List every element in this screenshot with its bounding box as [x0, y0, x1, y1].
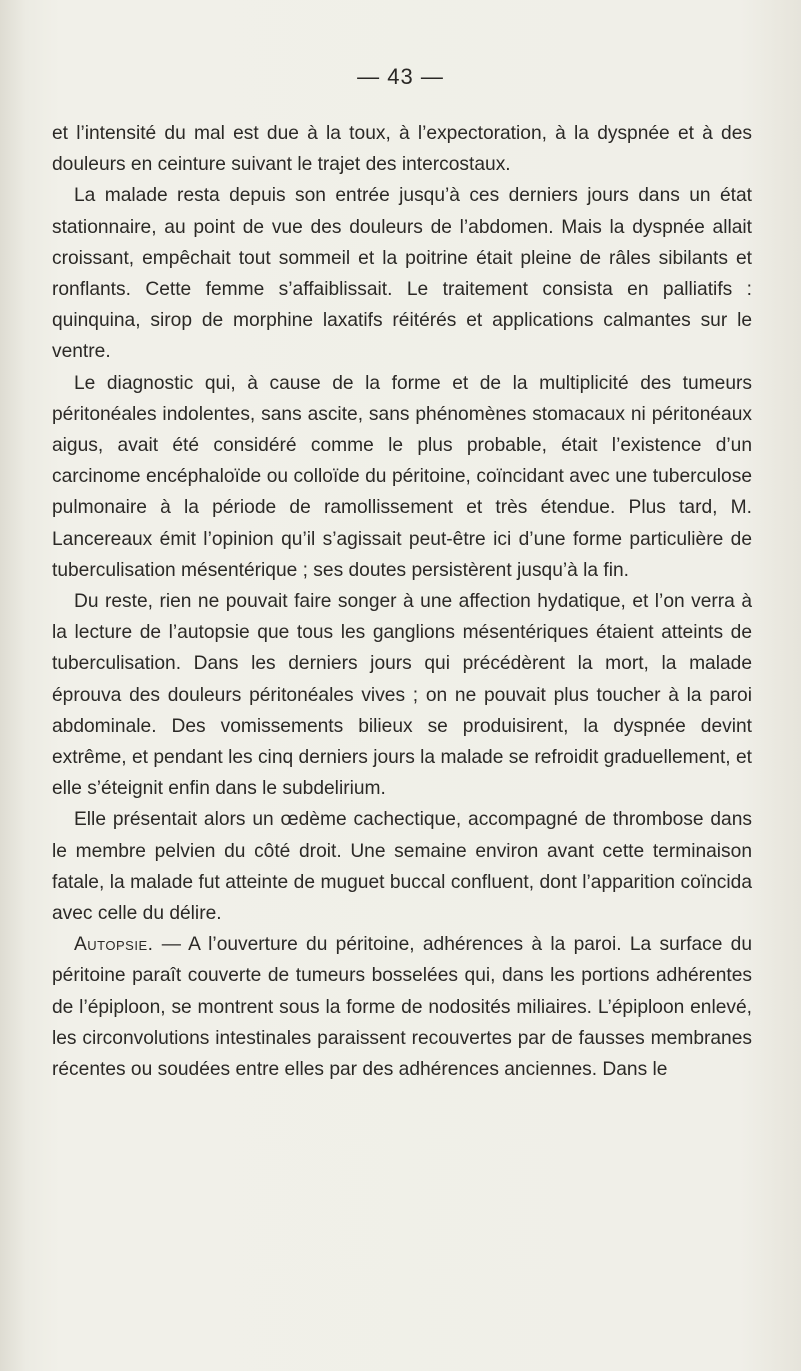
- page-number: — 43 —: [357, 64, 444, 89]
- paragraph-4: Du reste, rien ne pouvait faire songer à une affection hydatique, et l’on verra à la lecture de l’autopsie que tous les ganglions mésentériques étaient atteints de tuberculisation. Dans les derniers jours qui précédèrent la mort, la malade éprouva des douleurs péritonéales vives ; on ne pouvait plus toucher à la paroi abdominale. Des vomissements bilieux se produisirent, la dyspnée devint extrême, et pendant les cinq derniers jours la malade se refroidit graduellement, et elle s’éteignit enfin dans le subdelirium.: [52, 591, 752, 800]
- paragraph-6-text: — A l’ouverture du péritoine, adhérences à la paroi. La surface du péritoine paraît couverte de tumeurs bosselées qui, dans les portions adhérentes de l’épiploon, se montrent sous la forme de nodosités miliaires. L’épiploon enlevé, les circonvolutions intestinales paraissent recouvertes par de fausses membranes récentes ou soudées entre elles par des adhérences anciennes. Dans le: [52, 934, 752, 1081]
- paragraph-2: La malade resta depuis son entrée jusqu’à ces derniers jours dans un état stationnaire, au point de vue des douleurs de l’abdomen. Mais la dyspnée allait croissant, empêchait tout sommeil et la poitrine était pleine de râles sibilants et ronflants. Cette femme s’affaiblissait. Le traitement consista en palliatifs : quinquina, sirop de morphine laxatifs réitérés et applications calmantes sur le ventre.: [52, 185, 752, 363]
- paragraph-3: Le diagnostic qui, à cause de la forme et de la multiplicité des tumeurs péritonéales indolentes, sans ascite, sans phénomènes stomacaux ni péritonéaux aigus, avait été considéré comme le plus probable, était l’existence d’un carcinome encéphaloïde ou colloïde du péritoine, coïncidant avec une tuberculose pulmonaire à la période de ramollissement et très étendue. Plus tard, M. Lancereaux émit l’opinion qu’il s’agissait peut-être ici d’une forme particulière de tuberculisation mésentérique ; ses doutes persistèrent jusqu’à la fin.: [52, 372, 752, 581]
- paragraph-5: Elle présentait alors un œdème cachectique, accompagné de thrombose dans le membre pelvien du côté droit. Une semaine environ avant cette terminaison fatale, la malade fut atteinte de muguet buccal confluent, dont l’apparition coïncida avec celle du délire.: [52, 809, 752, 925]
- paragraph-1: et l’intensité du mal est due à la toux, à l’expectoration, à la dyspnée et à des douleurs en ceinture suivant le trajet des intercostaux.: [52, 123, 752, 176]
- paragraph-6: [52, 929, 752, 1085]
- body-text: [52, 118, 752, 1085]
- section-heading-autopsie: Autopsie.: [74, 934, 154, 956]
